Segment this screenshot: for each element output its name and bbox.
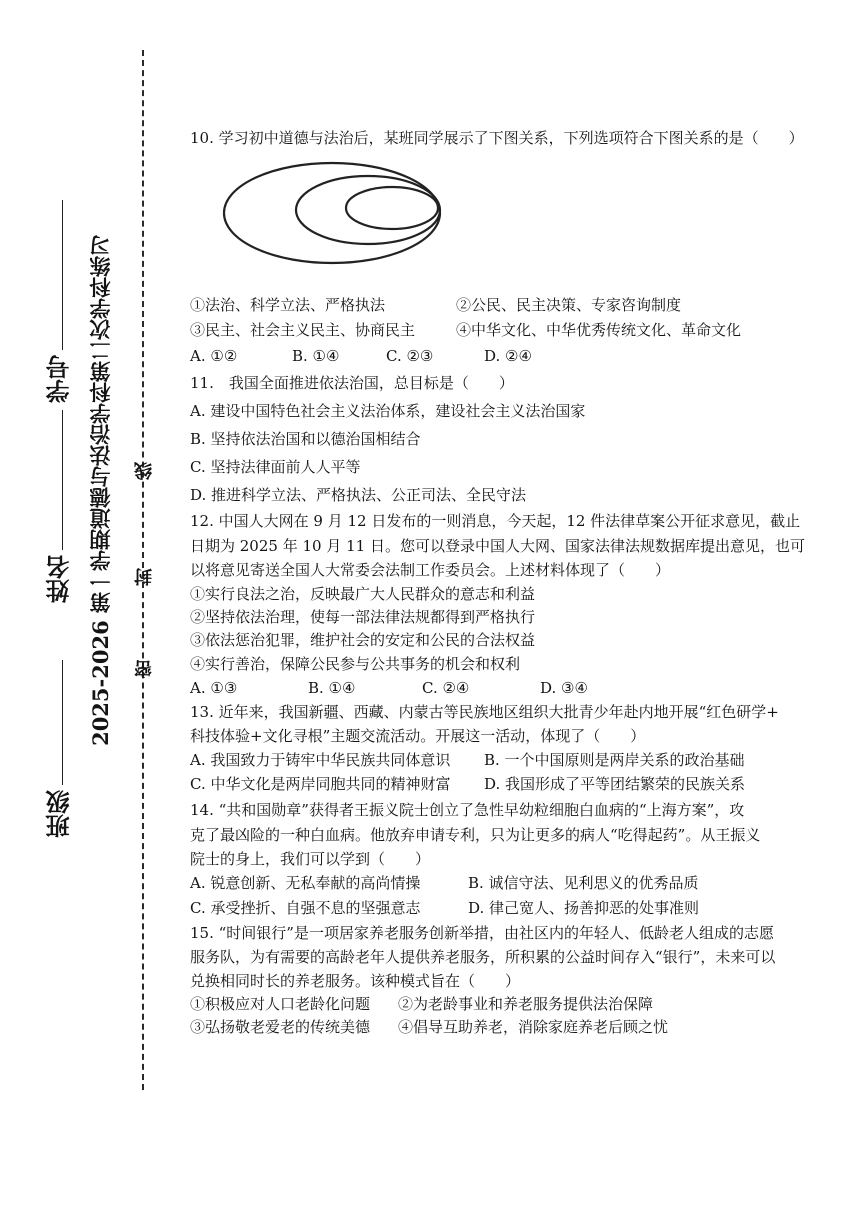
q12-choice-b: B. ①④ bbox=[308, 679, 356, 697]
name-label: 姓名 bbox=[45, 555, 74, 603]
q14-line-2: 克了最凶险的一种白血病。他放弃申请专利，只为让更多的病人“吃得起药”。从王振义 bbox=[190, 826, 761, 844]
q10-option-4: ④中华文化、中华优秀传统文化、革命文化 bbox=[456, 321, 742, 339]
outer-ellipse bbox=[224, 163, 440, 263]
q12-line-1: 12. 中国人大网在 9 月 12 日发布的一则消息，今天起，12 件法律草案公开征求意见，截止 bbox=[190, 512, 801, 530]
q11-choice-a: A. 建设中国特色社会主义法治体系，建设社会主义法治国家 bbox=[190, 402, 586, 420]
q12-option-3: ③依法惩治犯罪，维护社会的安定和公民的合法权益 bbox=[190, 631, 536, 649]
seal-mark-feng: 封 bbox=[134, 568, 155, 586]
q11-choice-d: D. 推进科学立法、严格执法、公正司法、全民守法 bbox=[190, 486, 527, 504]
seal-mark-mi: 密 bbox=[134, 660, 155, 678]
q14-line-3: 院士的身上，我们可以学到（ ） bbox=[190, 850, 431, 868]
q15-line-2: 服务队，为有需要的高龄老年人提供养老服务，所积累的公益时间存入“银行”，未来可以 bbox=[190, 948, 776, 966]
q12-option-1: ①实行良法之治，反映最广大人民群众的意志和利益 bbox=[190, 585, 536, 603]
q11-choice-b: B. 坚持依法治国和以德治国相结合 bbox=[190, 430, 421, 448]
q10-choice-c: C. ②③ bbox=[386, 347, 434, 365]
q10-choice-b: B. ①④ bbox=[292, 347, 340, 365]
q13-choice-c: C. 中华文化是两岸同胞共同的精神财富 bbox=[190, 775, 451, 793]
q15-option-4: ④倡导互助养老，消除家庭养老后顾之忧 bbox=[398, 1018, 669, 1036]
q12-choice-c: C. ②④ bbox=[422, 679, 470, 697]
exam-title: 2025-2026 第一学期道德与法治学科第二次学科练习 bbox=[88, 235, 113, 746]
q15-line-1: 15. “时间银行”是一项居家养老服务创新举措，由社区内的年轻人、低龄老人组成的志愿 bbox=[190, 924, 774, 942]
q10-option-2: ②公民、民主决策、专家咨询制度 bbox=[456, 296, 682, 314]
q15-option-3: ③弘扬敬老爱老的传统美德 bbox=[190, 1018, 371, 1036]
q13-line-2: 科技体验+文化寻根”主题交流活动。开展这一活动，体现了（ ） bbox=[190, 727, 646, 745]
q12-line-3: 以将意见寄送全国人大常委会法制工作委员会。上述材料体现了（ ） bbox=[190, 561, 671, 579]
q14-choice-b: B. 诚信守法、见利思义的优秀品质 bbox=[468, 874, 699, 892]
q15-option-1: ①积极应对人口老龄化问题 bbox=[190, 995, 371, 1013]
q10-option-3: ③民主、社会主义民主、协商民主 bbox=[190, 321, 416, 339]
q14-choice-a: A. 锐意创新、无私奉献的高尚情操 bbox=[190, 874, 421, 892]
q10-choice-a: A. ①② bbox=[190, 347, 238, 365]
q12-choice-a: A. ①③ bbox=[190, 679, 238, 697]
q11-stem: 11. 我国全面推进依法治国，总目标是（ ） bbox=[190, 374, 514, 392]
q14-choice-c: C. 承受挫折、自强不息的坚强意志 bbox=[190, 899, 421, 917]
nested-ellipse-diagram bbox=[220, 160, 450, 280]
inner-ellipse bbox=[346, 187, 438, 229]
q13-choice-a: A. 我国致力于铸牢中华民族共同体意识 bbox=[190, 751, 451, 769]
seal-mark-xian: 线 bbox=[134, 462, 155, 480]
q14-choice-d: D. 律己宽人、扬善抑恶的处事准则 bbox=[468, 899, 700, 917]
name-blank bbox=[62, 410, 64, 550]
q13-choice-d: D. 我国形成了平等团结繁荣的民族关系 bbox=[484, 775, 746, 793]
q13-line-1: 13. 近年来，我国新疆、西藏、内蒙古等民族地区组织大批青少年赴内地开展“红色研学+ bbox=[190, 703, 779, 721]
class-blank bbox=[62, 660, 64, 785]
q10-choice-d: D. ②④ bbox=[484, 347, 532, 365]
q12-option-4: ④实行善治，保障公民参与公共事务的机会和权利 bbox=[190, 655, 521, 673]
q15-option-2: ②为老龄事业和养老服务提供法治保障 bbox=[398, 995, 654, 1013]
q12-choice-d: D. ③④ bbox=[540, 679, 588, 697]
id-label: 学号 bbox=[45, 355, 74, 403]
middle-ellipse bbox=[296, 176, 440, 244]
q14-line-1: 14. “共和国勋章”获得者王振义院士创立了急性早幼粒细胞白血病的“上海方案”，攻 bbox=[190, 801, 745, 819]
q15-line-3: 兑换相同时长的养老服务。该种模式旨在（ ） bbox=[190, 972, 521, 990]
q10-option-1: ①法治、科学立法、严格执法 bbox=[190, 296, 386, 314]
class-label: 班级 bbox=[45, 790, 74, 838]
q11-choice-c: C. 坚持法律面前人人平等 bbox=[190, 458, 361, 476]
q10-stem: 10. 学习初中道德与法治后，某班同学展示了下图关系，下列选项符合下图关系的是（ ） bbox=[190, 129, 804, 147]
q12-line-2: 日期为 2025 年 10 月 11 日。您可以登录中国人大网、国家法律法规数据库提出意见，也可 bbox=[190, 537, 805, 555]
q12-option-2: ②坚持依法治理，使每一部法律法规都得到严格执行 bbox=[190, 608, 536, 626]
id-blank bbox=[62, 200, 64, 350]
q13-choice-b: B. 一个中国原则是两岸关系的政治基础 bbox=[484, 751, 745, 769]
